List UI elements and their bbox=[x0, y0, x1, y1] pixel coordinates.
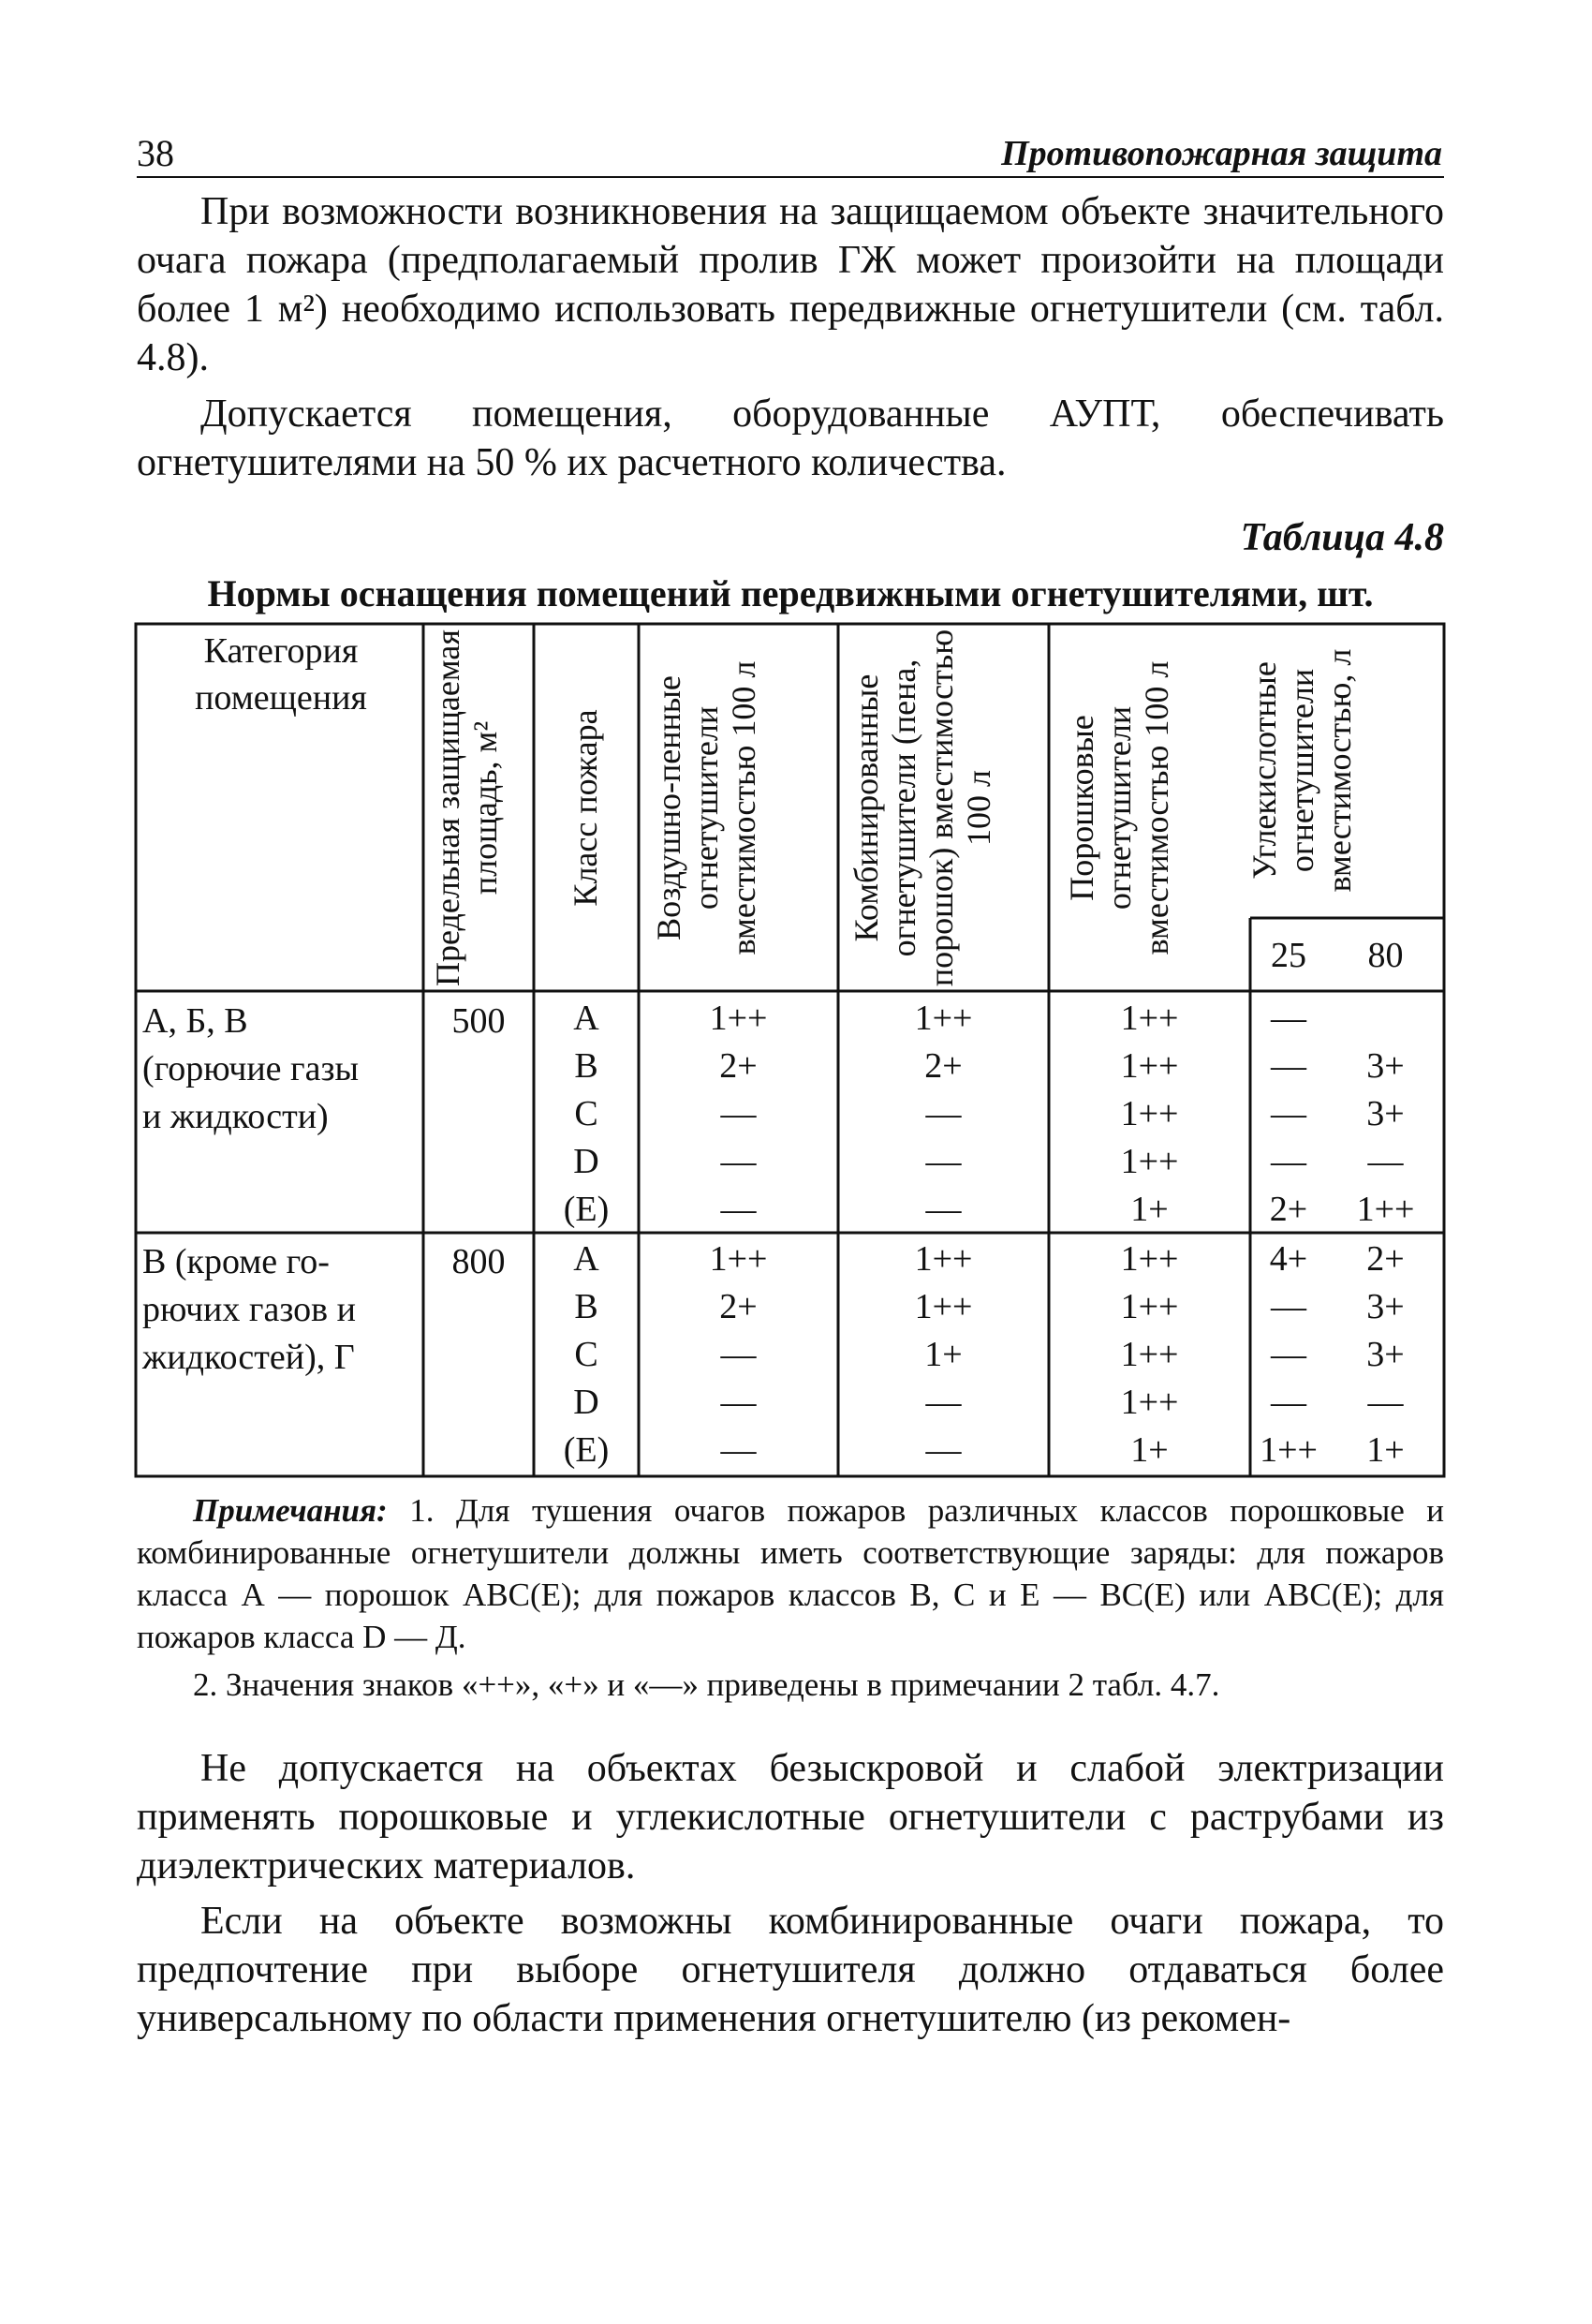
page-number: 38 bbox=[137, 132, 174, 174]
cell-g1-r5-air-foam: — bbox=[720, 1190, 757, 1229]
header-area: Предельная защищаемая площадь, м² bbox=[429, 629, 504, 986]
cell-g2-r1-co2-25: 4+ bbox=[1269, 1239, 1308, 1279]
cell-g1-r3-air-foam: — bbox=[720, 1094, 757, 1133]
cell-g1-r1-combined: 1++ bbox=[914, 999, 973, 1038]
group-1-area: 500 bbox=[451, 1001, 506, 1041]
cell-g2-r2-air-foam: 2+ bbox=[719, 1287, 758, 1326]
cell-g2-r5-co2-80: 1+ bbox=[1366, 1430, 1405, 1470]
group-1-category-line-2: (горючие газы bbox=[142, 1049, 360, 1088]
cell-g2-r3-co2-80: 3+ bbox=[1366, 1335, 1405, 1374]
cell-g1-r4-combined: — bbox=[925, 1142, 962, 1181]
cell-g1-r1-powder: 1++ bbox=[1120, 999, 1179, 1038]
group-2-category bbox=[142, 1238, 423, 1382]
cell-g2-r5-powder: 1+ bbox=[1130, 1430, 1169, 1470]
cell-g2-r4-fire-class: D bbox=[573, 1383, 599, 1422]
group-2-category-line-1: В (кроме го- bbox=[142, 1242, 330, 1281]
cell-g2-r3-air-foam: — bbox=[720, 1335, 757, 1374]
cell-g1-r2-co2-25: — bbox=[1271, 1046, 1306, 1086]
cell-g2-r3-powder: 1++ bbox=[1120, 1335, 1179, 1374]
cell-g2-r4-co2-25: — bbox=[1271, 1383, 1306, 1422]
note-2: 2. Значения знаков «++», «+» и «—» приведены в примечании 2 табл. 4.7. bbox=[193, 1666, 1220, 1703]
cell-g1-r1-fire-class: A bbox=[573, 999, 599, 1038]
cell-g1-r3-co2-25: — bbox=[1271, 1094, 1306, 1133]
header-air-foam: Воздушно-пенные огнетушители вместимостью 100 л bbox=[650, 660, 762, 955]
cell-g2-r1-air-foam: 1++ bbox=[709, 1239, 768, 1279]
cell-g2-r1-fire-class: A bbox=[573, 1239, 599, 1279]
paragraph-4-text: Если на объекте возможны комбинированные очаги пожара, то предпочтение при выборе огнетушителя должно отдаваться более универсальному по области применения огнетушителю (из рекомен- bbox=[137, 1900, 1444, 2040]
cell-g1-r2-co2-80: 3+ bbox=[1366, 1046, 1405, 1086]
cell-g2-r4-combined: — bbox=[925, 1383, 962, 1422]
cell-g1-r2-fire-class: B bbox=[574, 1046, 598, 1086]
group-2-category-line-2: рючих газов и bbox=[142, 1290, 356, 1329]
cell-g1-r3-fire-class: C bbox=[574, 1094, 598, 1133]
table-notes-2 bbox=[137, 1664, 1444, 1706]
cell-g1-r4-co2-25: — bbox=[1271, 1142, 1306, 1181]
paragraph-2-text: Допускается помещения, оборудованные АУПТ, обеспечивать огнетушителями на 50 % их расчетного количества. bbox=[137, 392, 1444, 484]
cell-g1-r5-fire-class: (E) bbox=[563, 1190, 610, 1229]
cell-g1-r4-air-foam: — bbox=[720, 1142, 757, 1181]
table-title: Нормы оснащения помещений передвижными огнетушителями, шт. bbox=[207, 572, 1374, 614]
cell-g2-r2-combined: 1++ bbox=[914, 1287, 973, 1326]
header-co2: Углекислотные огнетушители вместимостью, л bbox=[1246, 648, 1358, 893]
cell-g1-r1-air-foam: 1++ bbox=[709, 999, 768, 1038]
cell-g1-r2-combined: 2+ bbox=[924, 1046, 963, 1086]
header-co2-25: 25 bbox=[1271, 936, 1306, 975]
header-fire-class: Класс пожара bbox=[567, 709, 604, 907]
group-2-area: 800 bbox=[451, 1242, 506, 1281]
cell-g1-r5-combined: — bbox=[925, 1190, 962, 1229]
note-1: 1. Для тушения очагов пожаров различных классов порошковые и комбинированные огнетушители должны иметь соответствующие заряды: для пожаров класса А — порошок АВС(Е); для пожаров классов В, С и Е — ВС(Е) или АВС(Е); для пожаров класса D — Д. bbox=[137, 1492, 1445, 1655]
header-powder: Порошковые огнетушители вместимостью 100 л bbox=[1063, 660, 1175, 955]
cell-g1-r5-co2-25: 2+ bbox=[1269, 1190, 1308, 1229]
cell-g1-r5-co2-80: 1++ bbox=[1356, 1190, 1415, 1229]
cell-g2-r4-air-foam: — bbox=[720, 1383, 757, 1422]
cell-g2-r2-fire-class: B bbox=[574, 1287, 598, 1326]
cell-g2-r2-co2-25: — bbox=[1271, 1287, 1306, 1326]
cell-g2-r5-co2-25: 1++ bbox=[1260, 1430, 1318, 1470]
cell-g2-r4-co2-80: — bbox=[1367, 1383, 1404, 1422]
group-2-category-line-3: жидкостей), Г bbox=[142, 1338, 355, 1377]
cell-g2-r3-fire-class: C bbox=[574, 1335, 598, 1374]
cell-g2-r2-powder: 1++ bbox=[1120, 1287, 1179, 1326]
header-combined: Комбинированные огнетушители (пена, порошок) вместимостью 100 л bbox=[848, 629, 997, 987]
cell-g1-r3-powder: 1++ bbox=[1120, 1094, 1179, 1133]
table-notes-1 bbox=[137, 1489, 1444, 1658]
cell-g2-r1-co2-80: 2+ bbox=[1366, 1239, 1405, 1279]
paragraph-3-text: Не допускается на объектах безыскровой и слабой электризации применять порошковые и углекислотные огнетушители с раструбами из диэлектрических материалов. bbox=[137, 1747, 1444, 1887]
notes-label: Примечания: bbox=[193, 1492, 388, 1529]
cell-g2-r5-combined: — bbox=[925, 1430, 962, 1470]
cell-g2-r5-air-foam: — bbox=[720, 1430, 757, 1470]
cell-g1-r1-co2-25: — bbox=[1271, 999, 1306, 1038]
group-1-category-line-1: А, Б, В bbox=[142, 1001, 248, 1041]
cell-g2-r5-fire-class: (E) bbox=[563, 1430, 610, 1470]
paragraph-3 bbox=[137, 1744, 1444, 1890]
cell-g2-r3-combined: 1+ bbox=[924, 1335, 963, 1374]
cell-g2-r4-powder: 1++ bbox=[1120, 1383, 1179, 1422]
cell-g1-r5-powder: 1+ bbox=[1130, 1190, 1169, 1229]
cell-g2-r1-powder: 1++ bbox=[1120, 1239, 1179, 1279]
cell-g1-r4-co2-80: — bbox=[1367, 1142, 1404, 1181]
cell-g1-r3-combined: — bbox=[925, 1094, 962, 1133]
cell-g1-r4-fire-class: D bbox=[573, 1142, 599, 1181]
header-category: Категория помещения bbox=[195, 631, 367, 718]
paragraph-1-text: При возможности возникновения на защищаемом объекте значительного очага пожара (предполагаемый пролив ГЖ может произойти на площади более 1 м²) необходимо использовать передвижные огнетушители (см. табл. 4.8). bbox=[137, 190, 1444, 379]
group-1-category bbox=[142, 998, 423, 1141]
group-1-category-line-3: и жидкости) bbox=[142, 1097, 329, 1136]
cell-g1-r3-co2-80: 3+ bbox=[1366, 1094, 1405, 1133]
cell-g2-r3-co2-25: — bbox=[1271, 1335, 1306, 1374]
cell-g2-r1-combined: 1++ bbox=[914, 1239, 973, 1279]
cell-g1-r2-powder: 1++ bbox=[1120, 1046, 1179, 1086]
paragraph-4 bbox=[137, 1897, 1444, 2043]
cell-g1-r2-air-foam: 2+ bbox=[719, 1046, 758, 1086]
header-co2-80: 80 bbox=[1367, 936, 1404, 975]
table-label: Таблица 4.8 bbox=[1240, 516, 1444, 559]
cell-g2-r2-co2-80: 3+ bbox=[1366, 1287, 1405, 1326]
cell-g1-r4-powder: 1++ bbox=[1120, 1142, 1179, 1181]
running-title: Противопожарная защита bbox=[1001, 134, 1442, 173]
